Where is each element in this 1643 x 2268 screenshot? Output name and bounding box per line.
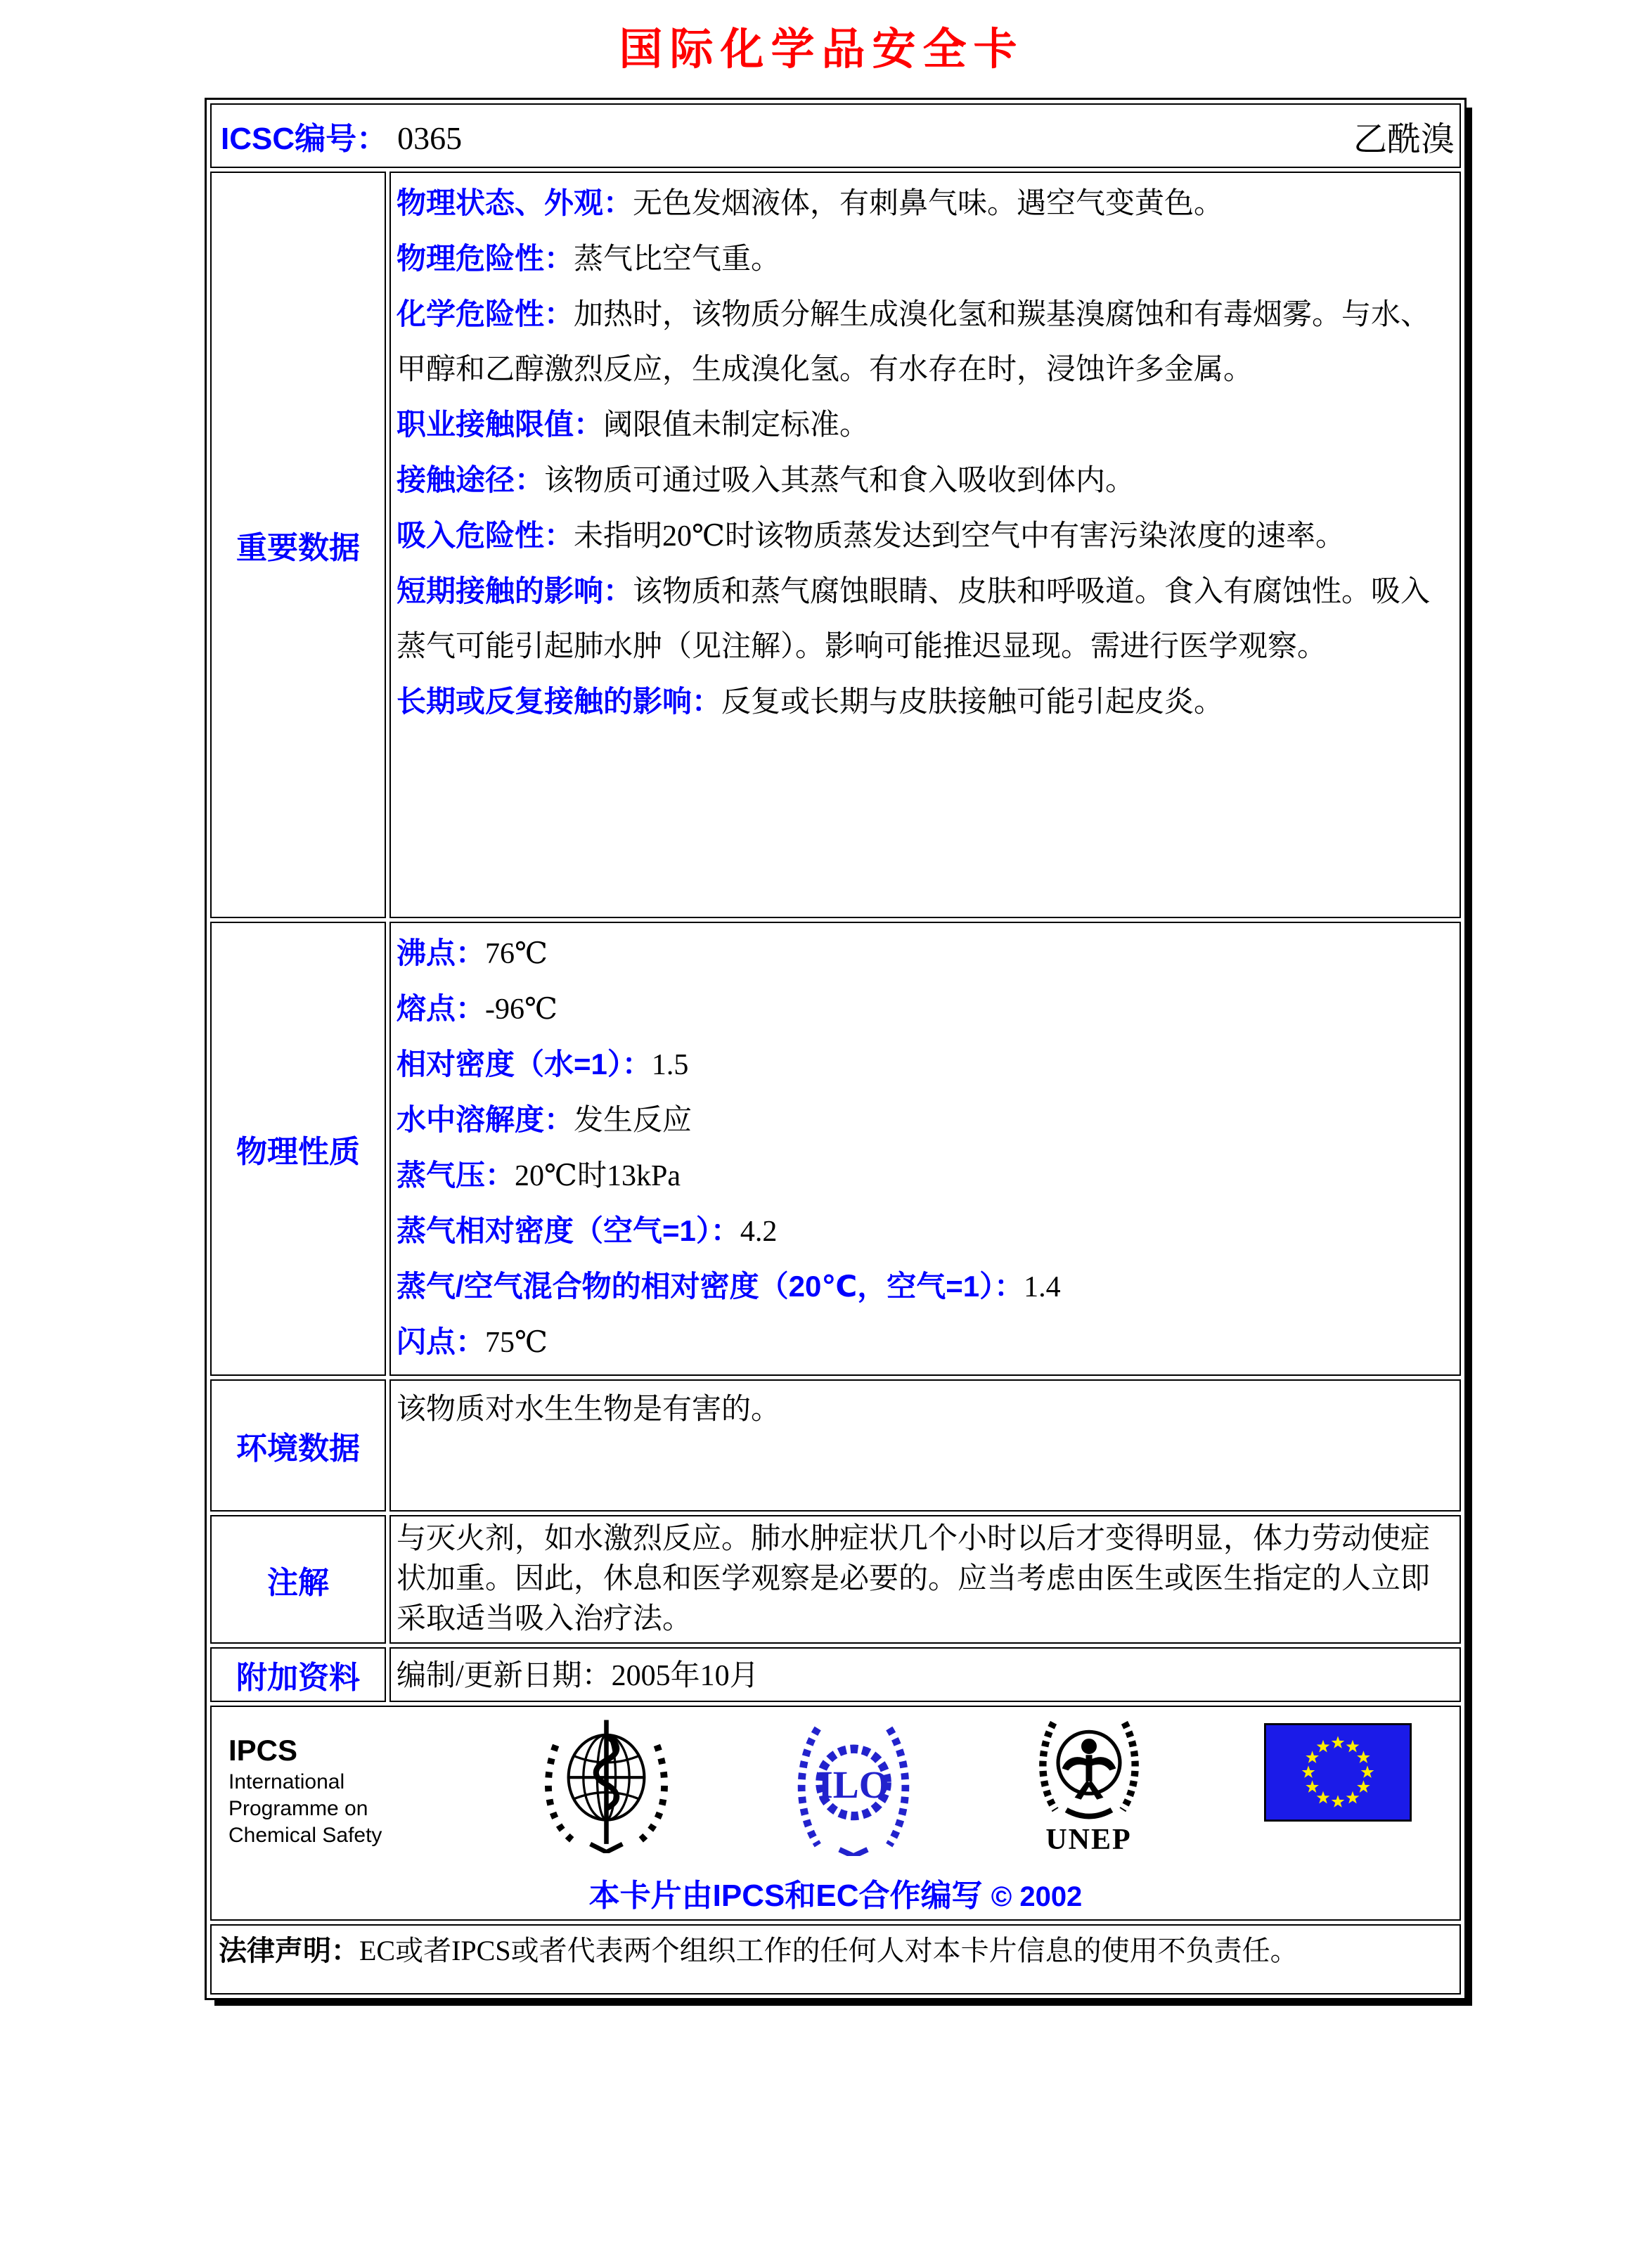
entry-chemical-danger: 化学危险性：加热时，该物质分解生成溴化氢和羰基溴腐蚀和有毒烟雾。与水、甲醇和乙醇激烈反应，生成溴化氢。有水存在时，浸蚀许多金属。 [397,297,1431,386]
section-label-environmental-data: 环境数据 [236,1431,360,1466]
legal-notice-text: EC或者IPCS或者代表两个组织工作的任何人对本卡片信息的使用不负责任。 [359,1935,1299,1966]
eu-flag-icon [1264,1722,1412,1822]
who-logo-icon [534,1715,678,1853]
notes-content [389,1515,1461,1644]
ipcs-subtitle-line1: International [228,1770,345,1793]
entry-exposure-route: 接触途径：该物质可通过吸入其蒸气和食入吸收到体内。 [397,463,1135,497]
icsc-number-label: ICSC编号： [221,122,388,156]
credit-text: 本卡片由IPCS和EC合作编写 [588,1879,983,1913]
additional-info-text: 编制/更新日期：2005年10月 [397,1660,759,1692]
prop-melting-point: 熔点：-96℃ [397,992,558,1026]
prop-water-solubility: 水中溶解度：发生反应 [397,1103,692,1137]
unep-emblem-icon [1029,1715,1149,1821]
additional-info-row [210,1647,1461,1702]
organizations-row [210,1706,1461,1921]
card-header [212,105,1459,166]
entry-long-term-effects: 长期或反复接触的影响：反复或长期与皮肤接触可能引起皮炎。 [397,685,1224,719]
credit-line [224,1870,1447,1915]
icsc-number-group [221,113,462,158]
entry-physical-danger: 物理危险性：蒸气比空气重。 [397,242,781,276]
page-title: 国际化学品安全卡 [619,26,1024,74]
chemical-name: 乙酰溴 [1353,120,1455,158]
prop-vapor-pressure: 蒸气压：20℃时13kPa [397,1159,681,1192]
legal-notice [219,1931,1452,1971]
ipcs-wordmark [228,1715,418,1849]
section-label-additional-info: 附加资料 [236,1661,360,1695]
svg-text:ILO: ILO [818,1763,889,1806]
environmental-data-text: 该物质对水生生物是有害的。 [397,1393,781,1426]
icsc-card-table [205,98,1467,2000]
entry-occupational-limit: 职业接触限值：阈限值未制定标准。 [397,408,870,442]
entry-physical-state: 物理状态、外观：无色发烟液体，有刺鼻气味。遇空气变黄色。 [397,186,1224,220]
prop-boiling-point: 沸点：76℃ [397,936,548,970]
physical-properties-content [389,922,1461,1376]
icsc-number-value: 0365 [397,120,463,156]
notes-row [210,1515,1461,1644]
organizations-cell [210,1706,1461,1921]
prop-vapor-density: 蒸气相对密度（空气=1）：4.2 [397,1214,778,1248]
unep-label: UNEP [1045,1824,1132,1856]
entry-short-term-effects: 短期接触的影响：该物质和蒸气腐蚀眼睛、皮肤和呼吸道。食入有腐蚀性。吸入蒸气可能引起肺水肿（见注解）。影响可能推迟显现。需进行医学观察。 [397,574,1431,663]
prop-flash-point: 闪点：75℃ [397,1325,548,1359]
unep-logo [1029,1715,1149,1855]
section-label-physical-properties: 物理性质 [236,1135,360,1169]
important-data-row [210,172,1461,918]
copyright-text: © 2002 [991,1881,1083,1912]
entry-inhalation-risk: 吸入危险性：未指明20℃时该物质蒸发达到空气中有害污染浓度的速率。 [397,519,1346,553]
header-row [210,103,1461,168]
ipcs-acronym: IPCS [228,1734,298,1767]
environmental-data-content [389,1379,1461,1512]
ipcs-subtitle-line3: Chemical Safety [228,1824,382,1847]
legal-notice-label: 法律声明： [219,1935,359,1966]
section-label-notes: 注解 [267,1565,329,1600]
prop-relative-density: 相对密度（水=1）：1.5 [397,1048,689,1081]
prop-vapor-air-density: 蒸气/空气混合物的相对密度（20℃，空气=1）：1.4 [397,1270,1061,1303]
additional-info-content [389,1647,1461,1702]
legal-notice-row [210,1924,1461,1995]
section-label-important-data: 重要数据 [236,531,360,565]
environmental-data-row [210,1379,1461,1512]
notes-text: 与灭火剂，如水激烈反应。肺水肿症状几个小时以后才变得明显，体力劳动使症状加重。因此，休息和医学观察是必要的。应当考虑由医生或医生指定的人立即采取适当吸入治疗法。 [397,1523,1431,1635]
ipcs-subtitle-line2: Programme on [228,1797,368,1820]
legal-notice-cell [210,1924,1461,1995]
physical-properties-row [210,922,1461,1376]
ilo-logo-icon [794,1715,913,1856]
important-data-content [389,172,1461,918]
